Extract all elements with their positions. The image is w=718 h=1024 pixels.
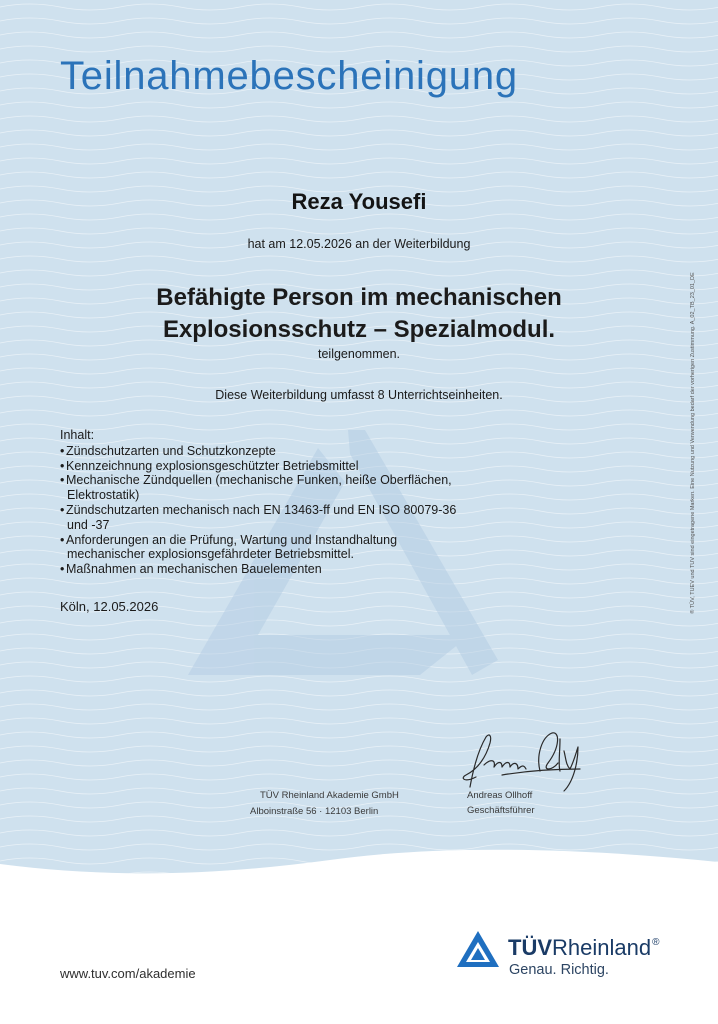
list-item: [60, 562, 530, 577]
list-item-text: • Zündschutzarten und Schutzkonzepte: [66, 443, 276, 458]
issuer-org-name: TÜV Rheinland Akademie GmbH: [260, 790, 399, 801]
website-link[interactable]: www.tuv.com/akademie: [60, 966, 196, 981]
certificate-title: Teilnahmebescheinigung: [60, 54, 518, 98]
signer-role: Geschäftsführer: [467, 805, 535, 816]
issuer-org-address: Alboinstraße 56 · 12103 Berlin: [250, 806, 379, 817]
list-item: [60, 533, 530, 563]
brand-registered-mark: ®: [652, 937, 660, 948]
scope-text: Diese Weiterbildung umfasst 8 Unterrichtseinheiten.: [215, 388, 503, 402]
list-item-text-cont: Elektrostatik): [67, 488, 140, 503]
list-item: [60, 503, 530, 533]
content-heading: Inhalt:: [60, 428, 95, 442]
list-item-text: • Anforderungen an die Prüfung, Wartung und Instandhaltung: [66, 532, 398, 547]
intro-text: hat am 12.05.2026 an der Weiterbildung: [247, 237, 471, 251]
brand-name-bold: TÜV: [508, 935, 552, 960]
list-item-text: • Zündschutzarten mechanisch nach EN 13463-ff und EN ISO 80079-36: [66, 502, 457, 517]
trademark-side-note: ® TÜV, TUEV und TUV sind eingetragene Marken. Eine Nutzung und Verwendung bedarf der vorherigen Zustimmung. A_02_TB_23_01_DE: [690, 272, 696, 614]
list-item-text: • Kennzeichnung explosionsgeschützter Betriebsmittel: [66, 458, 359, 473]
course-title-line1: Befähigte Person im mechanischen: [156, 284, 562, 311]
participant-name: Reza Yousefi: [291, 189, 427, 214]
tuv-triangle-icon: [456, 930, 500, 968]
list-item-text: • Maßnahmen an mechanischen Bauelementen: [66, 562, 322, 577]
list-item-text-cont: mechanischer explosionsgefährdeter Betriebsmittel.: [67, 547, 354, 562]
list-item: [60, 473, 530, 503]
place-date: Köln, 12.05.2026: [60, 599, 159, 614]
signer-name: Andreas Ollhoff: [467, 790, 533, 801]
brand-slogan: Genau. Richtig.: [509, 962, 609, 978]
brand-name-regular: Rheinland: [552, 935, 652, 960]
list-item-text-cont: und -37: [67, 517, 110, 532]
brand-name: [508, 935, 659, 961]
list-item: [60, 444, 530, 459]
outro-text: teilgenommen.: [318, 347, 400, 361]
course-title-line2: Explosionsschutz – Spezialmodul.: [162, 316, 556, 343]
list-item: [60, 459, 530, 474]
content-items: [60, 444, 530, 577]
content-list: [60, 428, 530, 577]
list-item-text: • Mechanische Zündquellen (mechanische Funken, heiße Oberflächen,: [66, 473, 452, 488]
handwritten-signature: [456, 725, 586, 795]
